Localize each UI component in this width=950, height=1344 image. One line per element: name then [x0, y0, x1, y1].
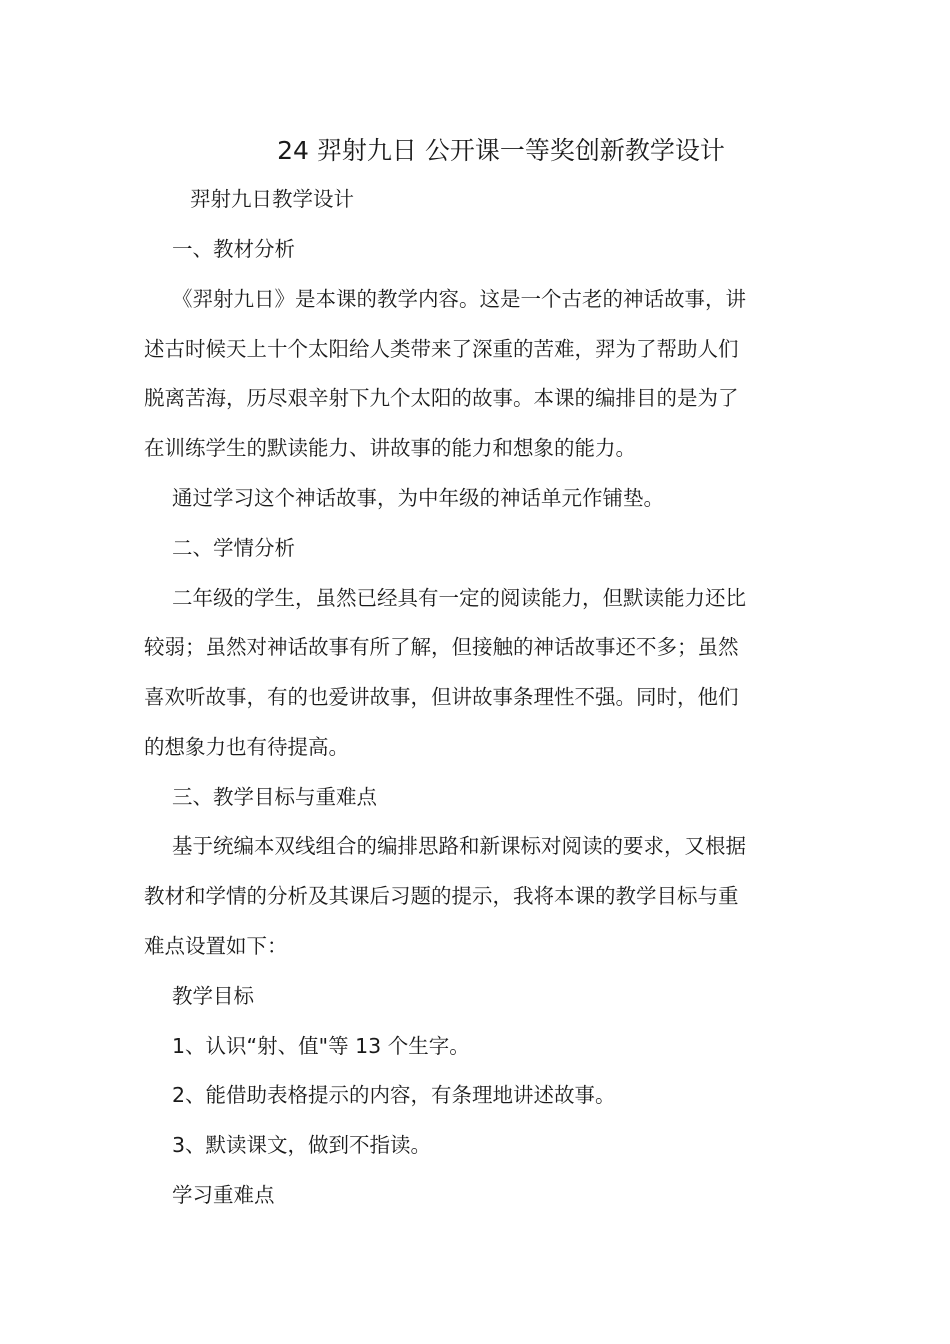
paragraph-line: 喜欢听故事，有的也爱讲故事，但讲故事条理性不强。同时，他们 — [144, 685, 739, 709]
paragraph-line: 的想象力也有待提高。 — [144, 735, 349, 759]
paragraph-line: 《羿射九日》是本课的教学内容。这是一个古老的神话故事，讲 — [172, 287, 746, 311]
paragraph-line: 基于统编本双线组合的编排思路和新课标对阅读的要求，又根据 — [172, 834, 746, 858]
goals-heading: 教学目标 — [172, 984, 254, 1008]
section-heading-goals: 三、教学目标与重难点 — [172, 785, 377, 809]
section-heading-student-analysis: 二、学情分析 — [172, 536, 295, 560]
section-heading-textbook-analysis: 一、教材分析 — [172, 237, 295, 261]
paragraph-line: 脱离苦海，历尽艰辛射下九个太阳的故事。本课的编排目的是为了 — [144, 386, 739, 410]
paragraph-line: 在训练学生的默读能力、讲故事的能力和想象的能力。 — [144, 436, 636, 460]
goal-item: 2、能借助表格提示的内容，有条理地讲述故事。 — [172, 1083, 616, 1107]
paragraph-line: 较弱；虽然对神话故事有所了解，但接触的神话故事还不多；虽然 — [144, 635, 739, 659]
document-subtitle: 羿射九日教学设计 — [190, 187, 354, 211]
document-title: 24 羿射九日 公开课一等奖创新教学设计 — [277, 136, 725, 165]
goal-item: 1、认识“射、值"等 13 个生字。 — [172, 1034, 470, 1058]
goal-item: 3、默读课文，做到不指读。 — [172, 1133, 432, 1157]
paragraph-line: 难点设置如下： — [144, 934, 288, 958]
difficulty-heading: 学习重难点 — [172, 1183, 275, 1207]
paragraph-line: 教材和学情的分析及其课后习题的提示，我将本课的教学目标与重 — [144, 884, 739, 908]
paragraph-line: 二年级的学生，虽然已经具有一定的阅读能力，但默读能力还比 — [172, 586, 746, 610]
paragraph-line: 述古时候天上十个太阳给人类带来了深重的苦难，羿为了帮助人们 — [144, 337, 739, 361]
paragraph-line: 通过学习这个神话故事，为中年级的神话单元作铺垫。 — [172, 486, 664, 510]
